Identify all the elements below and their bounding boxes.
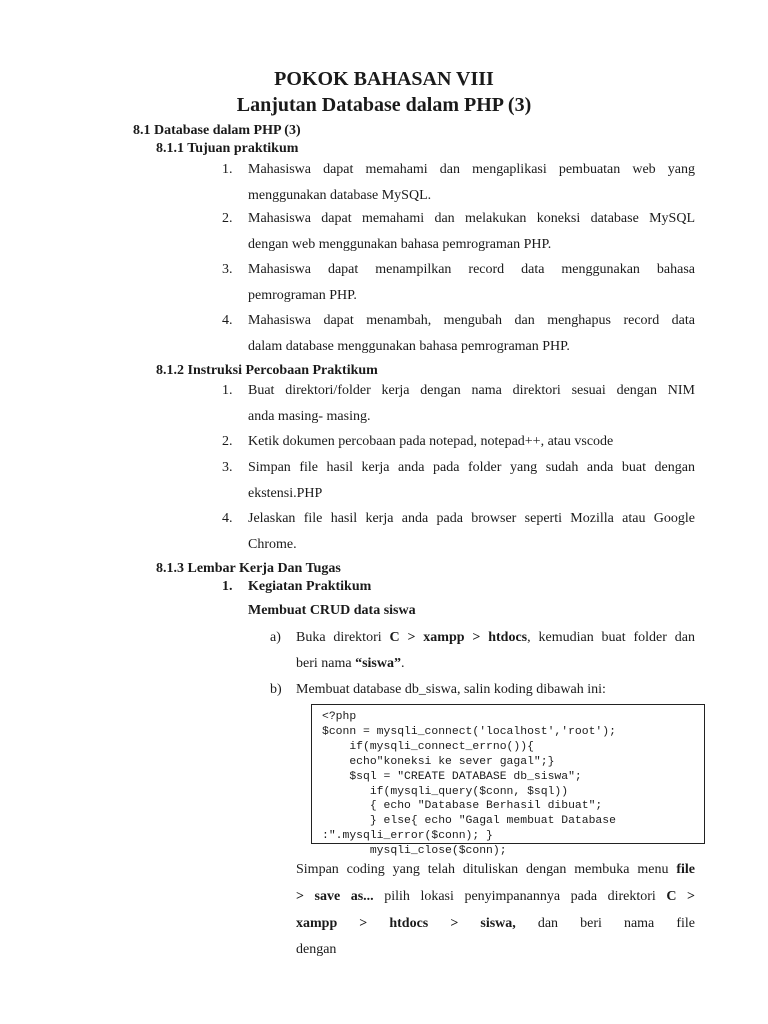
list-number: 4. (222, 511, 233, 526)
chapter-title: POKOK BAHASAN VIII (274, 68, 494, 90)
list-item-line: Mahasiswa dapat menampilkan record data menggunakan bahasa (248, 262, 695, 277)
crud-heading: Membuat CRUD data siswa (248, 603, 416, 618)
list-item-line: Mahasiswa dapat menambah, mengubah dan menghapus record data (248, 313, 695, 328)
step-a-line: beri nama “siswa”. (296, 656, 405, 671)
list-item-line: Simpan file hasil kerja anda pada folder yang sudah anda buat dengan (248, 460, 695, 475)
section-heading-8-1-3: 8.1.3 Lembar Kerja Dan Tugas (156, 561, 341, 576)
list-item-line: Ketik dokumen percobaan pada notepad, notepad++, atau vscode (248, 434, 614, 449)
list-item-line: Chrome. (248, 537, 297, 552)
list-number: 1. (222, 162, 233, 177)
kegiatan-heading: Kegiatan Praktikum (248, 579, 372, 594)
save-paragraph-line: xampp > htdocs > siswa, dan beri nama file dengan (296, 916, 695, 957)
list-number: 1. (222, 383, 233, 398)
code-text: <?php $conn = mysqli_connect('localhost','root'); if(mysqli_connect_errno()){ echo"koneksi ke sever gagal";} $sql = "CREATE DATABASE db_siswa"; if(mysqli_query($conn, $sql)) { echo "Database Berhasil dibuat"; } else{ echo "Gagal membuat Database :".mysqli_error($conn); } mysqli_close($conn); (322, 711, 616, 858)
section-heading-8-1: 8.1 Database dalam PHP (3) (133, 123, 301, 138)
list-item-line: Mahasiswa dapat memahami dan melakukan koneksi database MySQL (248, 211, 695, 226)
step-b-line: Membuat database db_siswa, salin koding dibawah ini: (296, 682, 606, 697)
list-number: 3. (222, 460, 233, 475)
list-item-line: Mahasiswa dapat memahami dan mengaplikasi pembuatan web yang (248, 162, 695, 177)
list-number: 3. (222, 262, 233, 277)
list-item-line: dalam database menggunakan bahasa pemrograman PHP. (248, 339, 570, 354)
list-number: 4. (222, 313, 233, 328)
step-label: a) (270, 630, 281, 645)
section-heading-8-1-1: 8.1.1 Tujuan praktikum (156, 141, 299, 156)
list-item-line: anda masing- masing. (248, 409, 371, 424)
chapter-subtitle: Lanjutan Database dalam PHP (3) (236, 94, 532, 116)
list-item-line: pemrograman PHP. (248, 288, 357, 303)
list-item-line: menggunakan database MySQL. (248, 188, 432, 203)
step-a-line: Buka direktori C > xampp > htdocs, kemudian buat folder dan (296, 630, 696, 645)
list-item-line: Buat direktori/folder kerja dengan nama direktori sesuai dengan NIM (248, 383, 695, 398)
list-number: 2. (222, 211, 233, 226)
save-paragraph-line: Simpan coding yang telah dituliskan dengan membuka menu file (296, 862, 695, 877)
list-item-line: Jelaskan file hasil kerja anda pada browser seperti Mozilla atau Google (248, 511, 695, 526)
list-item-line: dengan web menggunakan bahasa pemrograman PHP. (248, 237, 552, 252)
section-heading-8-1-2: 8.1.2 Instruksi Percobaan Praktikum (156, 363, 378, 378)
code-block (311, 704, 705, 858)
list-number: 1. (222, 579, 233, 594)
save-paragraph-line: > save as... pilih lokasi penyimpanannya pada direktori C > (296, 889, 695, 904)
step-label: b) (270, 682, 282, 697)
list-item-line: ekstensi.PHP (248, 486, 323, 501)
list-number: 2. (222, 434, 233, 449)
